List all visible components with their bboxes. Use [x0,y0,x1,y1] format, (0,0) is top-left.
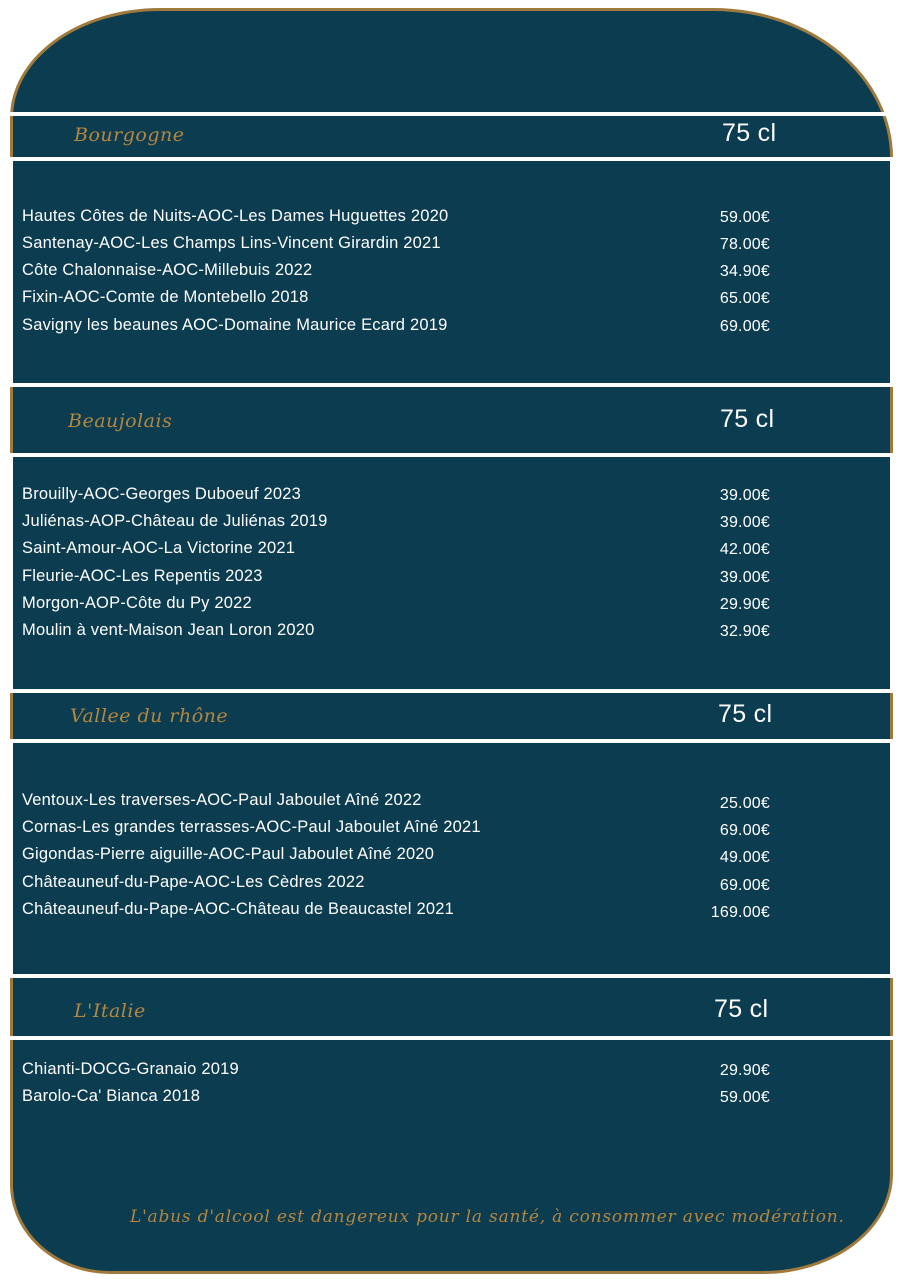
right-edge [890,456,893,692]
section-title: Bourgogne [74,124,185,146]
wine-row [22,512,782,536]
wine-row [22,1060,782,1084]
wine-name: Fixin-AOC-Comte de Montebello 2018 [22,288,309,306]
wine-price: 69.00€ [719,877,770,894]
wine-name: Juliénas-AOP-Château de Juliénas 2019 [22,512,328,530]
wine-name: Barolo-Ca' Bianca 2018 [22,1087,201,1105]
wine-row [22,288,782,312]
wine-row [22,818,782,842]
wine-name: Châteauneuf-du-Pape-AOC-Château de Beaucastel 2021 [22,900,454,918]
section-header-beaujolais [0,402,905,442]
wine-price: 29.90€ [719,596,770,613]
wine-price: 69.00€ [719,318,770,335]
wine-price: 78.00€ [719,236,770,253]
left-edge [10,456,13,692]
wine-price: 29.90€ [719,1062,770,1079]
wine-name: Saint-Amour-AOC-La Victorine 2021 [22,539,296,557]
wine-price: 39.00€ [719,569,770,586]
right-edge [890,742,893,978]
wine-name: Savigny les beaunes AOC-Domaine Maurice Ecard 2019 [22,316,448,334]
wine-row [22,791,782,815]
wine-name: Fleurie-AOC-Les Repentis 2023 [22,567,263,585]
wine-price: 32.90€ [719,623,770,640]
wine-price: 59.00€ [719,1089,770,1106]
wine-row [22,234,782,258]
wine-row [22,594,782,618]
wine-row [22,567,782,591]
section-volume: 75 cl [714,995,769,1023]
divider [0,974,905,978]
section-volume: 75 cl [718,700,773,728]
wine-price: 59.00€ [719,209,770,226]
divider [0,157,905,161]
wine-row [22,900,782,924]
wine-price: 49.00€ [719,849,770,866]
divider [0,689,905,693]
wine-price: 34.90€ [719,263,770,280]
wine-price: 69.00€ [719,822,770,839]
wine-name: Morgon-AOP-Côte du Py 2022 [22,594,252,612]
wine-price: 39.00€ [719,487,770,504]
wine-name: Santenay-AOC-Les Champs Lins-Vincent Girardin 2021 [22,234,441,252]
wine-name: Cornas-Les grandes terrasses-AOC-Paul Jaboulet Aîné 2021 [22,818,481,836]
wine-name: Chianti-DOCG-Granaio 2019 [22,1060,239,1078]
wine-row [22,539,782,563]
wine-name: Moulin à vent-Maison Jean Loron 2020 [22,621,315,639]
wine-price: 39.00€ [719,514,770,531]
wine-row [22,485,782,509]
left-edge [10,160,13,386]
wine-name: Brouilly-AOC-Georges Duboeuf 2023 [22,485,301,503]
divider [0,739,905,743]
wine-price: 42.00€ [719,541,770,558]
wine-price: 25.00€ [719,795,770,812]
right-edge [890,160,893,386]
section-title: Vallee du rhône [70,705,229,727]
wine-row [22,845,782,869]
health-warning: L'abus d'alcool est dangereux pour la santé, à consommer avec modération. [130,1207,845,1227]
section-title: Beaujolais [68,410,173,432]
wine-row [22,261,782,285]
wine-row [22,1087,782,1111]
section-header-bourgogne [0,116,905,156]
wine-name: Gigondas-Pierre aiguille-AOC-Paul Jaboulet Aîné 2020 [22,845,435,863]
section-header-rhone [0,697,905,737]
wine-row [22,316,782,340]
wine-name: Hautes Côtes de Nuits-AOC-Les Dames Huguettes 2020 [22,207,449,225]
wine-row [22,207,782,231]
wine-name: Côte Chalonnaise-AOC-Millebuis 2022 [22,261,313,279]
left-edge [10,742,13,978]
divider [0,383,905,387]
wine-price: 65.00€ [719,290,770,307]
section-volume: 75 cl [720,405,775,433]
wine-price: 169.00€ [710,904,770,921]
section-title: L'Italie [74,1000,146,1022]
divider [0,1036,905,1040]
wine-name: Châteauneuf-du-Pape-AOC-Les Cèdres 2022 [22,873,365,891]
divider [0,453,905,457]
wine-name: Ventoux-Les traverses-AOC-Paul Jaboulet Aîné 2022 [22,791,422,809]
section-volume: 75 cl [722,119,777,147]
wine-row [22,873,782,897]
section-header-italie [0,992,905,1032]
wine-row [22,621,782,645]
